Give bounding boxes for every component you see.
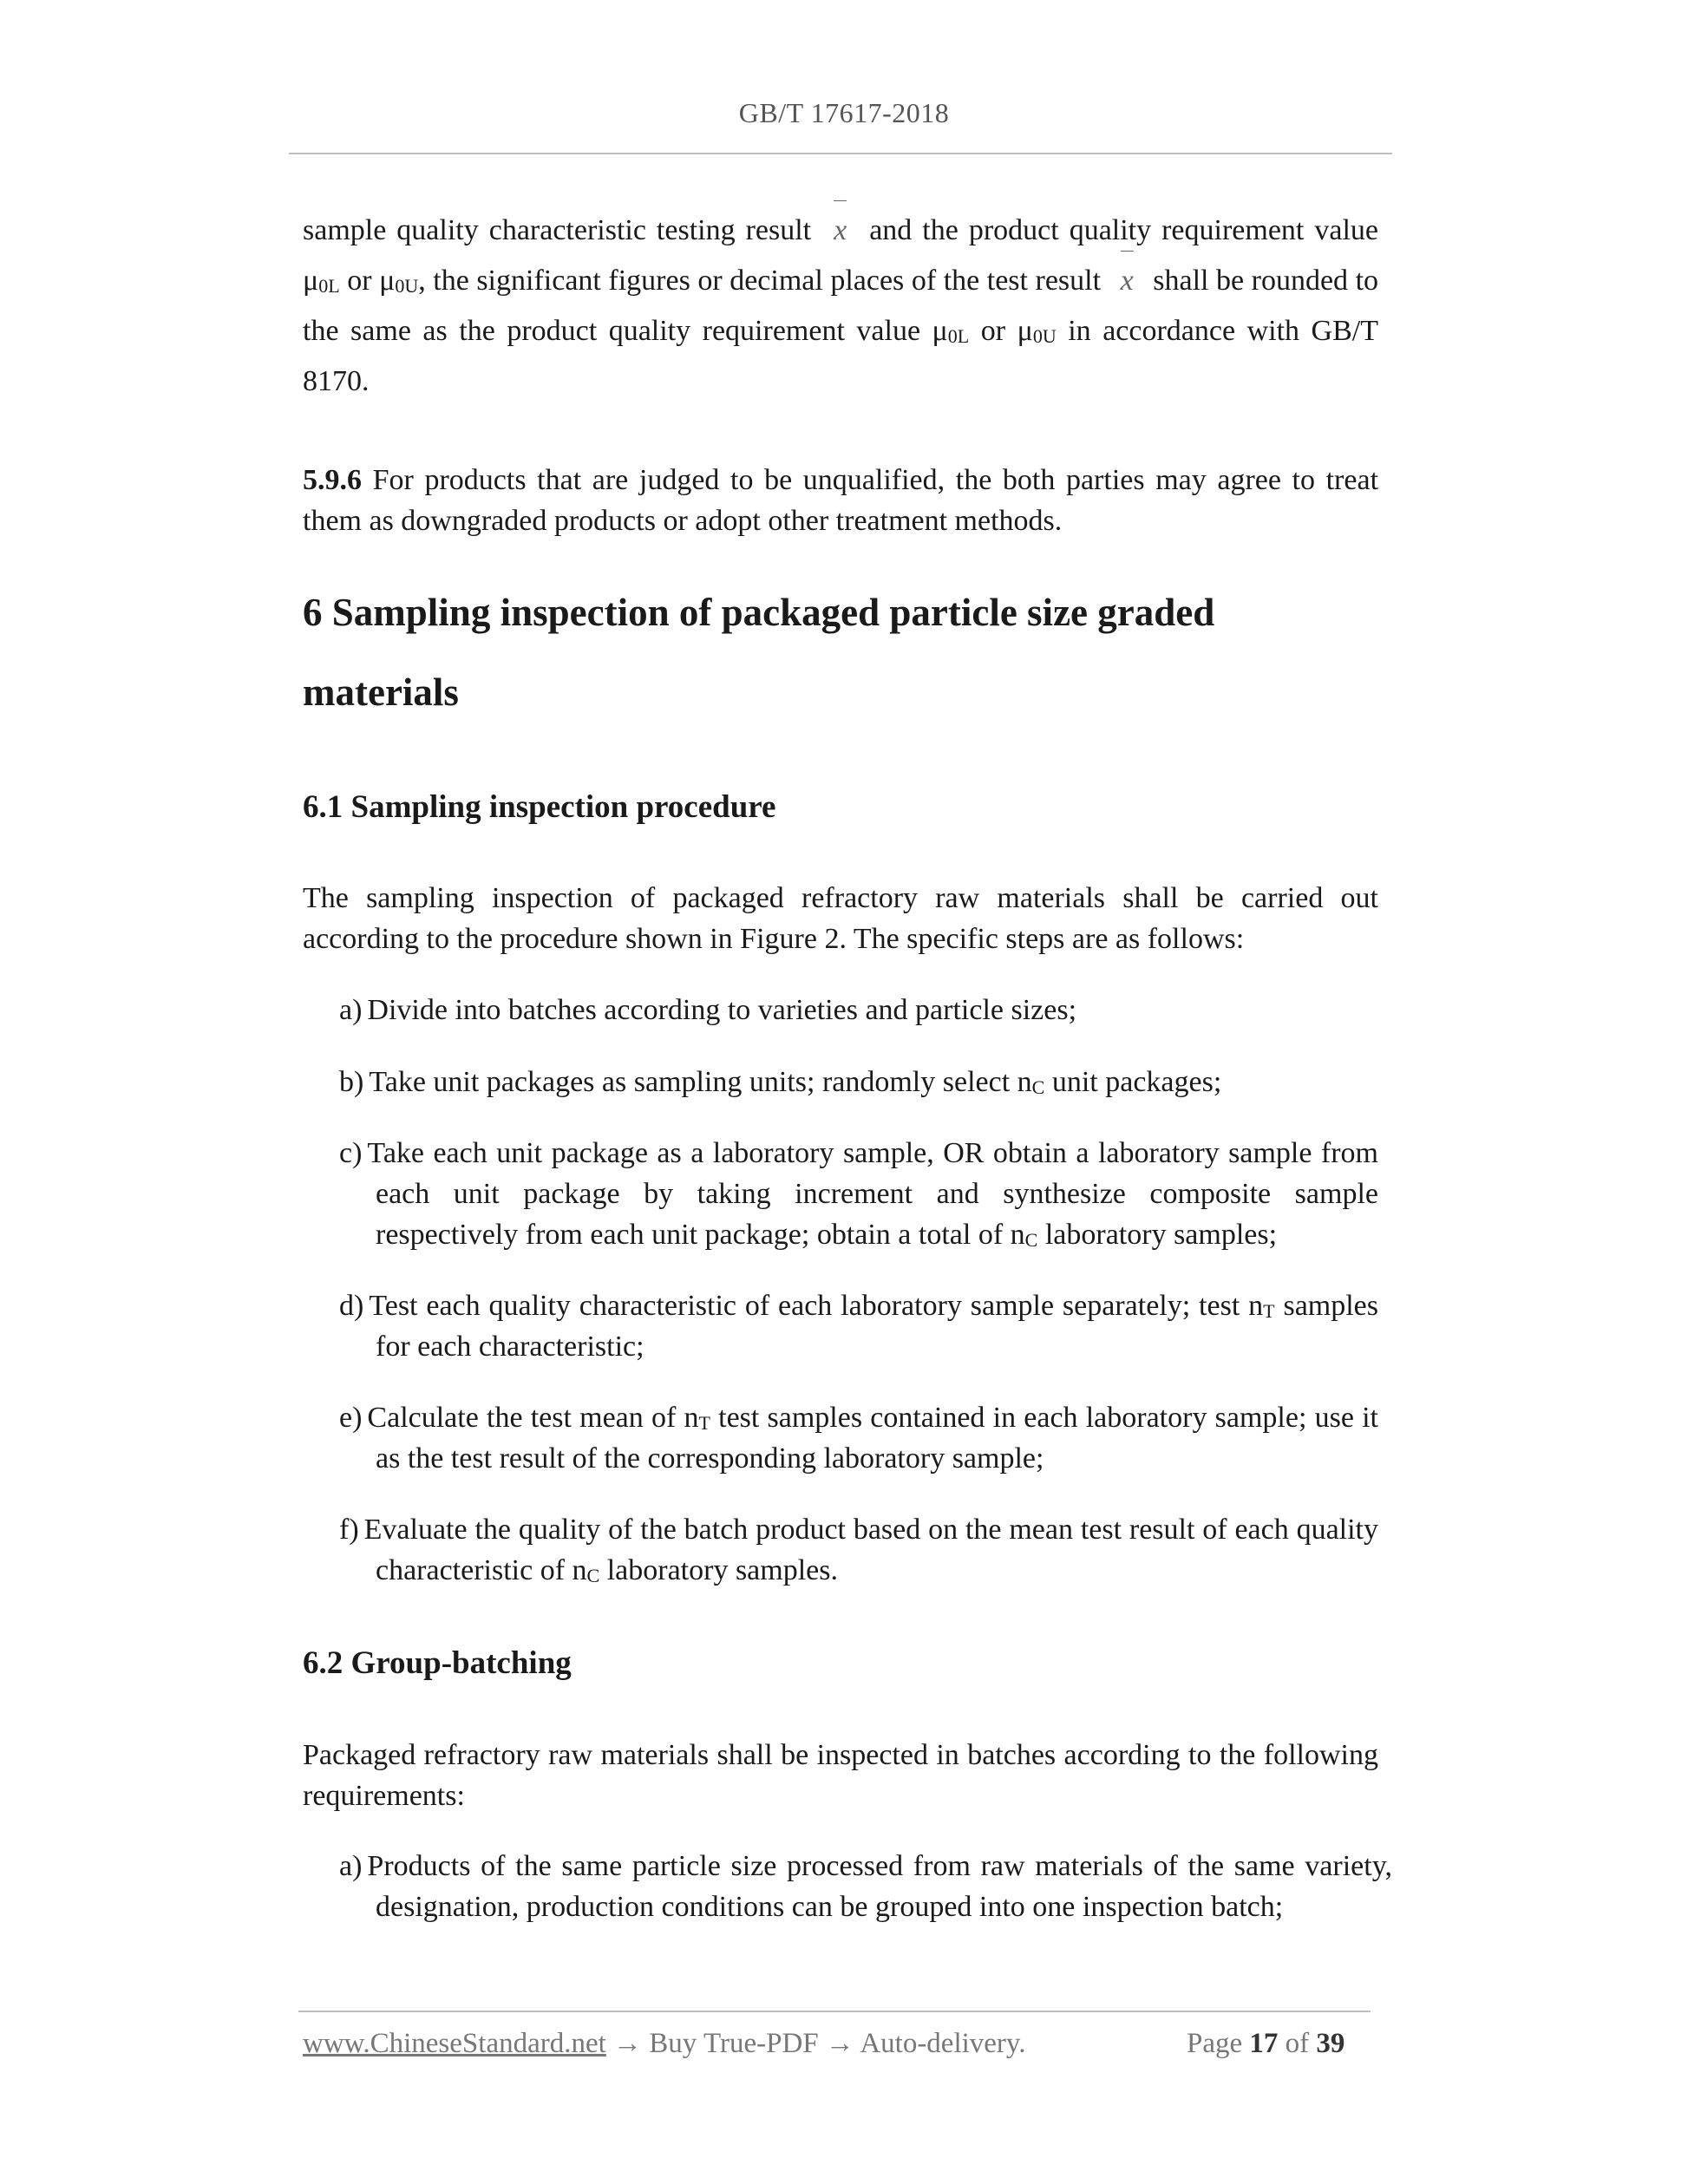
list-text: samples for each characteristic; bbox=[376, 1290, 1378, 1363]
header-divider bbox=[289, 153, 1392, 154]
clause-text: For products that are judged to be unqualified, the both parties may agree to treat them as downgraded products or adopt other treatment methods. bbox=[303, 464, 1379, 537]
para-text: or μ bbox=[980, 315, 1033, 347]
list-text: Calculate the test mean of n bbox=[367, 1402, 699, 1434]
list-label: a) bbox=[339, 994, 363, 1026]
list-text: unit packages; bbox=[1044, 1066, 1222, 1098]
arrow-icon: → bbox=[613, 2028, 643, 2059]
current-page: 17 bbox=[1249, 2028, 1279, 2059]
section-6-1-heading: 6.1 Sampling inspection procedure bbox=[303, 789, 776, 825]
para-text: , the significant figures or decimal places of the test result bbox=[418, 265, 1102, 297]
list-item bbox=[339, 1846, 1392, 1927]
x-bar-symbol: x bbox=[821, 206, 859, 256]
section-6-2-intro: Packaged refractory raw materials shall be inspected in batches according to the following requirements: bbox=[303, 1739, 1378, 1812]
subscript-0L: 0L bbox=[318, 275, 340, 297]
para-text: or μ bbox=[347, 265, 396, 297]
of-label: of bbox=[1285, 2028, 1310, 2059]
para-text: shall be bbox=[1153, 265, 1245, 297]
page-number bbox=[1187, 2028, 1345, 2060]
list-item bbox=[339, 1285, 1378, 1367]
subscript: C bbox=[1031, 1076, 1045, 1098]
list-item bbox=[339, 1062, 1378, 1102]
list-text: Take each unit package as a laboratory sample, OR obtain a laboratory sample from each unit package by taking increment and synthesize composite sample respectively from each unit package; obtain a total of n bbox=[367, 1137, 1378, 1251]
subscript: T bbox=[1263, 1300, 1275, 1322]
list-text: Take unit packages as sampling units; randomly select n bbox=[369, 1066, 1032, 1098]
page-label: Page bbox=[1187, 2028, 1243, 2059]
para-text: sample quality characteristic testing result bbox=[303, 214, 812, 246]
subscript: C bbox=[1024, 1229, 1038, 1251]
total-pages: 39 bbox=[1316, 2028, 1345, 2059]
buy-pdf-link[interactable]: Buy True-PDF bbox=[649, 2028, 819, 2059]
list-label: f) bbox=[339, 1514, 359, 1546]
subscript-0U: 0U bbox=[1032, 325, 1057, 347]
list-text: Divide into batches according to varieties and particle sizes; bbox=[367, 994, 1077, 1026]
list-item bbox=[339, 1509, 1378, 1591]
footer-divider bbox=[298, 2011, 1371, 2012]
list-text: laboratory samples. bbox=[599, 1554, 838, 1586]
subscript-0U: 0U bbox=[395, 275, 419, 297]
footer-links bbox=[303, 2028, 1026, 2060]
list-label: e) bbox=[339, 1402, 363, 1434]
document-header: GB/T 17617-2018 bbox=[738, 97, 950, 128]
list-text: Evaluate the quality of the batch product based on the mean test result of each quality characteristic of n bbox=[363, 1514, 1378, 1586]
list-text: Products of the same particle size processed from raw materials of the same variety, designation, production conditions can be grouped into one inspection batch; bbox=[367, 1850, 1392, 1923]
para-text: and the product quality requirement bbox=[869, 214, 1305, 246]
clause-number: 5.9.6 bbox=[303, 464, 362, 496]
list-item bbox=[339, 1397, 1378, 1479]
subscript: T bbox=[698, 1412, 710, 1434]
section-6-1-intro: The sampling inspection of packaged refractory raw materials shall be carried out according to the procedure shown in Figure 2. The specific steps are as follows: bbox=[303, 882, 1378, 955]
list-text: test samples contained in each laboratory sample; use it as the test result of the corresponding laboratory sample; bbox=[376, 1402, 1378, 1475]
list-label: c) bbox=[339, 1137, 363, 1169]
section-6-heading: 6 Sampling inspection of packaged particle size graded materials bbox=[303, 591, 1215, 714]
subscript: C bbox=[586, 1565, 600, 1586]
list-label: a) bbox=[339, 1850, 363, 1882]
list-text: Test each quality characteristic of each laboratory sample separately; test n bbox=[369, 1290, 1264, 1322]
clause-5-9-6 bbox=[303, 460, 1378, 541]
x-bar-symbol: x bbox=[1109, 256, 1146, 306]
list-label: d) bbox=[339, 1290, 364, 1322]
para-text: in accordance with GB/T 8170. bbox=[303, 315, 1378, 397]
para-text: rounded to the same as the product quality requirement value μ bbox=[303, 265, 1379, 347]
site-link[interactable]: www.ChineseStandard.net bbox=[303, 2028, 606, 2059]
list-item bbox=[339, 990, 1378, 1030]
subscript-0L: 0L bbox=[947, 325, 970, 347]
continued-paragraph bbox=[303, 206, 1378, 407]
arrow-icon: → bbox=[825, 2028, 854, 2059]
list-text: laboratory samples; bbox=[1037, 1219, 1278, 1251]
list-label: b) bbox=[339, 1066, 364, 1098]
list-item bbox=[339, 1133, 1378, 1255]
auto-delivery-text: Auto-delivery. bbox=[860, 2028, 1026, 2059]
para-text: value μ bbox=[303, 214, 1379, 297]
section-6-2-heading: 6.2 Group-batching bbox=[303, 1645, 572, 1681]
